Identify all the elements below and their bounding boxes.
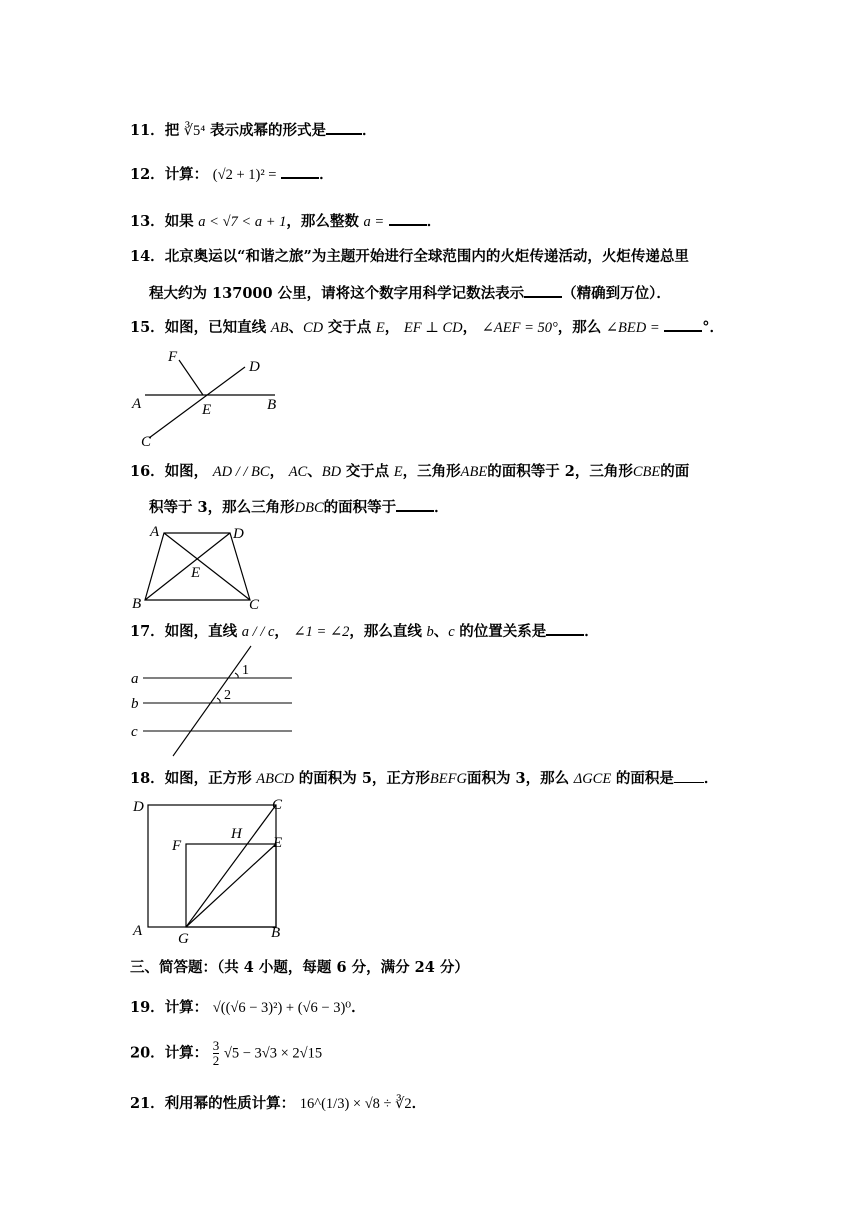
label-angle-2: 2 [224, 688, 231, 703]
question-number: 17． [130, 623, 165, 640]
math-expression: ∠1 = ∠2 [293, 624, 350, 640]
label-f: F [172, 838, 182, 854]
answer-blank [546, 620, 584, 636]
label-b: B [132, 596, 142, 612]
answer-blank [664, 316, 702, 332]
separator: 、 [288, 319, 304, 336]
question-text: 交于点 [327, 319, 372, 336]
answer-blank [281, 163, 319, 179]
label-e: E [273, 835, 283, 851]
question-17 [130, 620, 599, 642]
period: ． [319, 166, 334, 183]
point-label: E [375, 320, 385, 336]
math-expression: 16^(1/3) × √8 ÷ ∛2 [299, 1096, 412, 1112]
question-text: ，那么 [557, 319, 602, 336]
math-expression: AD / / BC [212, 464, 270, 480]
label-h: H [231, 826, 242, 842]
square-abcd [148, 805, 276, 927]
question-number: 15． [130, 319, 165, 336]
question-text: 面积为 3，那么 [466, 770, 570, 787]
answer-blank [524, 282, 562, 298]
question-text: 把 [164, 122, 180, 139]
question-text: 利用幂的性质计算： [164, 1095, 296, 1112]
question-number: 18． [130, 770, 165, 787]
question-number: 13． [130, 213, 165, 230]
question-text: 的面积为 5，正方形 [298, 770, 430, 787]
separator: 、 [307, 463, 322, 480]
label-e: E [191, 565, 201, 581]
math-expression: ∛5⁴ [183, 123, 206, 139]
label-d: D [233, 526, 244, 542]
label-a: A [132, 396, 142, 412]
label-b: b [131, 696, 139, 712]
diagonal-bd [145, 533, 230, 600]
question-text: 如图，正方形 [164, 770, 252, 787]
question-text: 如图，直线 [164, 623, 238, 640]
math-expression: ∠AEF = 50° [481, 320, 558, 336]
segment-gc [186, 805, 276, 927]
label-f: F [168, 349, 178, 365]
point-label: E [393, 464, 403, 480]
figure-17 [125, 642, 300, 760]
period: ． [411, 1095, 427, 1112]
question-19 [130, 998, 366, 1018]
question-number: 20． [130, 1044, 165, 1062]
label-c: C [272, 797, 283, 813]
separator: ， [274, 623, 289, 640]
question-number: 21． [130, 1095, 165, 1112]
math-expression: a = [363, 214, 385, 230]
question-text: 交于点 [345, 463, 390, 480]
period: ． [434, 499, 449, 516]
question-number: 11． [130, 122, 165, 139]
label-a: A [133, 923, 143, 939]
fraction-numerator: 3 [212, 1038, 220, 1053]
question-text: 的面积是 [615, 770, 674, 787]
question-16-line2 [149, 496, 449, 518]
math-expression: a / / c [241, 624, 275, 640]
period: ． [584, 623, 599, 640]
question-text: 如图，已知直线 [164, 319, 267, 336]
separator: ， [269, 463, 285, 480]
figure-16 [128, 520, 273, 612]
question-text: 的位置关系是 [459, 623, 547, 640]
line-ef [179, 360, 203, 395]
line-label: c [448, 624, 455, 640]
math-expression: √((√6 − 3)²) + (√6 − 3)⁰ [212, 1000, 352, 1016]
triangle-label: DBC [294, 500, 324, 516]
question-14 [130, 247, 689, 267]
question-text: 的面积等于 2，三角形 [487, 463, 633, 480]
question-text: 计算： [164, 999, 209, 1016]
angle-2-arc [217, 698, 220, 703]
question-text: 程大约为 137000 公里，请将这个数字用科学记数法表示 [149, 285, 525, 302]
figure-18 [128, 792, 293, 947]
period: ． [703, 770, 719, 787]
triangle-label: CBE [632, 464, 661, 480]
answer-blank [389, 210, 427, 226]
separator: ， [462, 319, 478, 336]
question-number: 14． [130, 248, 165, 265]
math-expression: (√2 + 1)² = [212, 167, 277, 183]
square-label: BEFG [429, 771, 467, 787]
question-text: 积等于 3，那么三角形 [149, 499, 295, 516]
line-cd [149, 367, 245, 438]
math-expression: ∠BED = [605, 320, 660, 336]
period: ． [426, 213, 442, 230]
segment-ge [186, 844, 276, 927]
label-b: B [267, 397, 277, 413]
question-number: 16． [130, 463, 165, 480]
question-text: 北京奥运以“和谐之旅”为主题开始进行全球范围内的火炬传递活动，火炬传递总里 [164, 248, 689, 265]
label-g: G [178, 931, 189, 947]
transversal [173, 646, 251, 756]
question-text: 如果 [164, 213, 194, 230]
question-14-line2 [149, 282, 671, 304]
square-label: ABCD [256, 771, 295, 787]
degree-period: °． [702, 319, 724, 336]
question-text: 计算： [164, 1044, 209, 1062]
label-d: D [133, 799, 144, 815]
question-text: 如图， [164, 463, 209, 480]
question-11 [130, 119, 376, 141]
section-heading: 三、简答题：（共 4 小题，每题 6 分，满分 24 分） [130, 959, 469, 976]
triangle-label: ΔGCE [573, 771, 612, 787]
math-expression: EF ⊥ CD [403, 320, 463, 336]
line-label: BD [321, 464, 342, 480]
label-b: B [271, 925, 281, 941]
label-a: A [150, 524, 160, 540]
period: ． [361, 122, 377, 139]
question-15 [130, 316, 724, 338]
question-text: ，那么直线 [349, 623, 422, 640]
question-number: 12． [130, 166, 165, 183]
answer-blank [674, 768, 704, 783]
angle-1-arc [235, 673, 238, 678]
triangle-label: ABE [460, 464, 488, 480]
question-text: 表示成幂的形式是 [209, 122, 326, 139]
question-text: 的面 [660, 463, 690, 480]
math-expression: a < √7 < a + 1 [198, 214, 287, 230]
question-text: ，那么整数 [286, 213, 359, 230]
answer-blank [326, 119, 362, 135]
label-d: D [249, 359, 260, 375]
label-c: C [249, 597, 260, 612]
question-number: 19． [130, 999, 165, 1016]
question-13 [130, 210, 441, 232]
separator: ， [384, 319, 400, 336]
question-text: 计算： [164, 166, 209, 183]
label-c: c [131, 724, 138, 740]
answer-blank [396, 496, 434, 512]
question-18 [130, 768, 718, 789]
question-21 [130, 1094, 426, 1114]
fraction [213, 1039, 220, 1068]
line-label: AB [270, 320, 289, 336]
separator: 、 [433, 623, 449, 640]
diagonal-ac [164, 533, 250, 600]
period: ． [351, 999, 366, 1016]
question-text: ，三角形 [402, 463, 461, 480]
label-angle-1: 1 [242, 663, 249, 678]
question-12 [130, 163, 334, 185]
math-expression: √5 − 3√3 × 2√15 [223, 1045, 323, 1062]
question-16 [130, 462, 689, 482]
line-label: CD [303, 320, 324, 336]
label-e: E [202, 402, 212, 418]
line-label: b [426, 624, 434, 640]
question-20 [130, 1039, 322, 1068]
figure-15 [125, 342, 295, 450]
label-a: a [131, 671, 139, 687]
question-text: 的面积等于 [323, 499, 397, 516]
label-c: C [141, 434, 152, 450]
fraction-denominator: 2 [212, 1053, 220, 1068]
question-text: （精确到万位）． [562, 285, 671, 302]
line-label: AC [288, 464, 308, 480]
